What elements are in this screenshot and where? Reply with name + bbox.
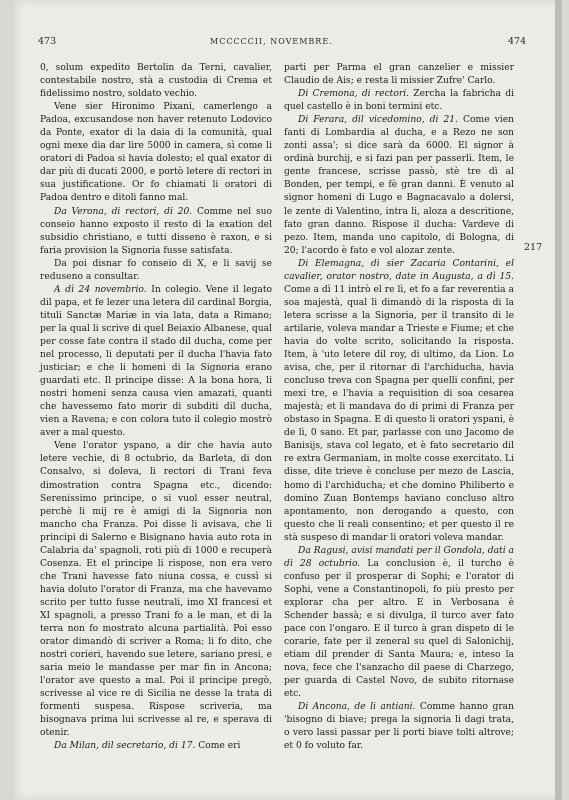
paragraph-lead: Di Ancona, de li antiani. xyxy=(298,702,416,713)
paragraph-lead: Da Milan, dil secretario, di 17. xyxy=(54,741,196,752)
paragraph-text: Comme nel suo conseio hanno exposto il resto di la exation del subsidio christiano, e tutti disseno è raxon, e si faria provision la Signoria fusse satisfata. xyxy=(40,206,272,256)
paragraph-lead: Da Verona, di rectori, di 20. xyxy=(54,206,193,217)
left-column xyxy=(40,62,272,753)
paragraph-text: Come vien fanti di Lombardia al ducha, e a Rezo ne son zonti assa'; si dice sarà da 6000. El signor à ordinà burchij, e si fazi pan per passerli. Item, le gente francese, scrisse passò, stè tre dì al Bonden, per tempi, e fè gran danni. È venuto al signor homeni di Lugo e Bagnacavalo a dolersi, le zente di Valentino, intra li, aloza a descritione, fato gran danno. Rispose il ducha: Vardeve di pezo. Item, manda uno capitolo, di Bologna, di 20; l'acordo è fato e vol alozar zente. xyxy=(284,115,515,256)
margin-number: 217 xyxy=(524,242,543,253)
paragraph-text: Come a dì 11 intrò el re lì, et fo a far reverentia a soa majestà, qual li dimandò di la risposta di la letera scrisse a la Signoria, per il transito di le artilarie, voleva mandar a Trieste e Fiume; et che havia do volte scrito, solicitando la risposta. Item, à 'uto letere dil roy, di ultimo, da Lion. Lo avisa, che, per il ritornar di l'archiducha, havia concluso treva con Spagna per quelli confini, per mexi tre, e l'havia a requisition di soa cesarea majestà; et li mandava do di primi di Franza per obstaso in Spagna. E di questo li oratori yspani, è de lì, 0 sano. Et par, parlasse con uno Jacomo de Banisijs, stava col legato, et è fato secretario dil re extra Germaniam, in molte cosse exercitato. Li disse, dite trieve è concluse per mezo de Lascia, homo di l'archiducha; et che domino Philiberto e domino Zuan Bontemps haviano concluso altro apontamento, non derogando a questo, con questo che li reali consentino; et per questo il re stà suspeso di mandar li oratori voleva mandar. xyxy=(284,284,514,543)
paragraph-text: La conclusion è, il turcho è confuso per il prosperar di Sophi; e l'orator di Sophi, vene a Constantinopoli, fo più presto per explorar cha per altro. E in Verbosana è Schender bassà; e si divulga, il turco aver fato pace con l'ongaro. E il turco à gran dispeto di le corarie, fate per il zeneral su quel di Salonichij, etiam dil prender di Santa Maura; e, inteso la nova, fece che l'sanzacho dil paese di Charzego, per guarda di Castel Novo, de subito ritornase etc. xyxy=(284,558,514,700)
paragraph-lead: A dì 24 novembrio. xyxy=(54,284,147,295)
paragraph xyxy=(40,284,272,441)
right-column xyxy=(284,62,514,753)
page-edge xyxy=(555,0,562,800)
paragraph-text: Comme hanno gran 'bisogno di biave; prega la signoria li dagi trata, o vero lassi passar per li porti biave tolti altrove; et 0 fo voluto far. xyxy=(284,702,514,752)
paragraph xyxy=(40,101,272,205)
paragraph-text: Da poi disnar fo conseio di X, e li savij se reduseno a consultar. xyxy=(40,258,272,282)
paragraph xyxy=(40,258,272,284)
paragraph xyxy=(284,114,514,258)
paragraph-lead: Di Elemagna, di sier Zacaria Contarini, el cavalier, orator nostro, date in Augusta, a dì 15. xyxy=(284,258,514,282)
paragraph xyxy=(40,440,272,740)
paragraph-text: Come eri xyxy=(195,741,241,752)
paragraph-text: Vene l'orator yspano, a dir che havia auto letere vechie, di 8 octubrio, da Barleta, di don Consalvo, si doleva, li rectori di Trani feva dimostration contra Spagna etc., dicendo: Serenissimo principe, o si vuol esser neutral, perchè li mij re è amigi di la Signoria non mancho cha Franza. Poi disse li avisava, che li principi di Salerno e Bisignano havia auto rota in Calabria da' spagnoli, roti più di 1000 e recuperà Cosenza. Et el principe li rispose, non era vero che Trani havesse fato niuna cossa, e cussì si havia doluto l'orator di Franza, ma che havevamo scrito per tutto fusse neutrali, imo XI francesi et XI spagnoli, a presso Trani fo a le man, et di la terra non fo mostrato alcuna partialità. Poi esso orator dimandò di scriver a Roma; li fo dito, che nostri corieri, havendo sue letere, sariano presi, e saria meio le mandasse per mar fin in Ancona; l'orator ave questo a mal. Poi il principe pregò, scrivesse al vice re di Sicilia ne desse la trata di formenti suspesa. Rispose scriveria, ma bisognava prima lui scrivesse al re, e sperava di otenir. xyxy=(40,441,272,739)
running-head: MCCCCCII, NOVEMBRE. xyxy=(210,37,333,46)
paragraph-text: In colegio. Vene il legato dil papa, et fe lezer una letera dil cardinal Borgia, tituli Sanctæ Mariæ in via lata, data a Rimano; per la qual li scrive di quel Beiaxio Albanese, qual per cosse fate contra il stado dil ducha, come per nel processo, li deputati per il ducha l'havia fato justiciar; e che li homeni di la Signoria erano guardati etc. Il principe disse: A la bona hora, li nostri homeni senza causa vien amazati, quanti che havessemo fato morir di subditi dil ducha, vien a Ravena; e con colora tuto il colegio mostrò aver a mal questo. xyxy=(40,284,272,439)
paragraph-lead: Da Ragusi, avisi mandati per il Gondola, dati a dì 28 octubrio. xyxy=(284,545,514,569)
book-page xyxy=(10,0,562,800)
paragraph xyxy=(40,740,272,753)
page-number-right: 474 xyxy=(508,36,527,47)
paragraph-text: parti per Parma el gran canzelier e missier Claudio de Ais; e resta li missier Zufre' Carlo. xyxy=(284,63,514,87)
page-number-left: 473 xyxy=(38,36,57,47)
paragraph xyxy=(40,206,272,258)
paragraph xyxy=(284,88,514,114)
paragraph-text: Vene sier Hironimo Pixani, camerlengo a Padoa, excusandose non haver retenuto Lodovico da Ponte, exator di la daia di la comunità, qual ogni mexe dia dar lire 5000 in camera, sì come li oratori di Padoa si havia dolesto; el qual exator di dar più di ducati 2000, e portò letere di rectori in sua justificatione. Or fo chiamati li oratori di Padoa dentro e ditoli fanno mal. xyxy=(40,102,272,204)
paragraph xyxy=(40,62,272,101)
paragraph xyxy=(284,258,514,545)
paragraph xyxy=(284,545,514,702)
paragraph xyxy=(284,701,514,753)
paragraph-lead: Di Ferara, dil vicedomino, di 21. xyxy=(298,115,458,126)
paragraph xyxy=(284,62,514,88)
paragraph-lead: Di Cremona, di rectori. xyxy=(298,89,410,100)
paragraph-text: 0, solum expedito Bertolin da Terni, cavalier, contestabile nostro, stà a custodia di Crema et fidelissimo nostro, soldato vechio. xyxy=(40,63,272,100)
page-header xyxy=(10,36,562,54)
paragraph-text: Zercha la fabricha di quel castello è in boni termini etc. xyxy=(284,89,514,113)
